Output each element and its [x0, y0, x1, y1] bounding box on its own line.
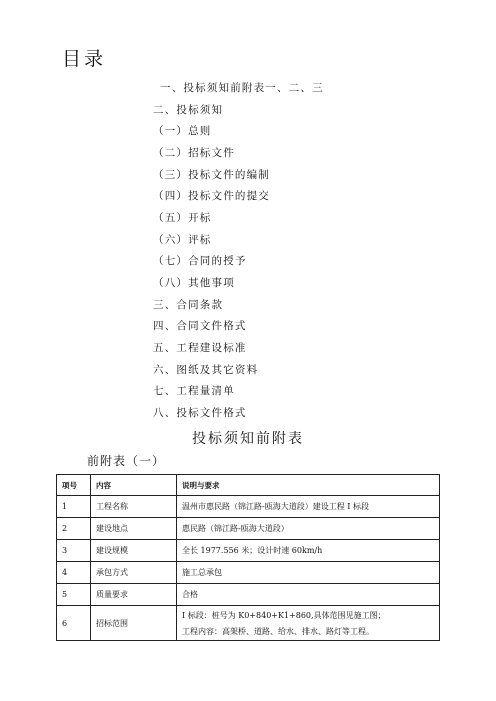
row-description — [177, 606, 440, 641]
header-item-no: 项号 — [57, 475, 91, 496]
toc-item: 三、合同条款 — [153, 299, 224, 311]
row-description: 惠民路（锦江路-瓯海大道段） — [177, 518, 440, 540]
header-description: 说明与要求 — [177, 475, 440, 496]
row-description: 温州市惠民路（锦江路-瓯海大道段）建设工程 I 标段 — [177, 496, 440, 518]
row-number: 5 — [57, 584, 91, 606]
row-number: 6 — [57, 606, 91, 641]
row-item: 承包方式 — [91, 562, 177, 584]
table-header-row — [57, 475, 440, 496]
row-number: 3 — [57, 540, 91, 562]
table-row — [57, 606, 440, 641]
toc-item: 四、合同文件格式 — [153, 320, 247, 332]
section-title: 投标须知前附表 — [192, 431, 304, 447]
toc-item: （一）总则 — [153, 125, 212, 137]
toc-item: 六、图纸及其它资料 — [153, 364, 259, 376]
toc-item: （二）招标文件 — [153, 147, 235, 159]
toc-title: 目录 — [62, 48, 107, 70]
toc-item: 八、投标文件格式 — [153, 407, 247, 419]
toc-item: （六）评标 — [153, 234, 212, 246]
toc-item: （七）合同的授予 — [153, 255, 247, 267]
toc-item: 一、投标须知前附表一、二、三 — [160, 82, 324, 94]
toc-item: （三）投标文件的编制 — [153, 169, 270, 181]
table-caption: 前附表（一） — [87, 454, 166, 468]
row-number: 1 — [57, 496, 91, 518]
row-item: 建设地点 — [91, 518, 177, 540]
table-row — [57, 518, 440, 540]
table-row — [57, 540, 440, 562]
table-row — [57, 584, 440, 606]
toc-item: 五、工程建设标准 — [153, 342, 247, 354]
row-number: 2 — [57, 518, 91, 540]
row-description: 合格 — [177, 584, 440, 606]
row-description: 全长 1977.556 米；设计时速 60km/h — [177, 540, 440, 562]
row-item: 建设规模 — [91, 540, 177, 562]
row-item: 招标范围 — [91, 606, 177, 641]
row-description-line2: 工程内容：高架桥、道路、给水、排水、路灯等工程。 — [182, 626, 374, 636]
table-row — [57, 496, 440, 518]
row-item: 工程名称 — [91, 496, 177, 518]
toc-item: （五）开标 — [153, 212, 212, 224]
toc-item: 二、投标须知 — [153, 104, 224, 116]
row-item: 质量要求 — [91, 584, 177, 606]
table-row — [57, 562, 440, 584]
toc-item: （四）投标文件的提交 — [153, 190, 270, 202]
row-description: 施工总承包 — [177, 562, 440, 584]
row-description-line1: I 标段：桩号为 K0+840+K1+860,具体范围见施工图； — [182, 610, 386, 620]
header-content: 内容 — [91, 475, 177, 496]
toc-item: 七、工程量清单 — [153, 385, 235, 397]
toc-item: （八）其他事项 — [153, 277, 235, 289]
row-number: 4 — [57, 562, 91, 584]
requirements-table — [56, 474, 440, 641]
